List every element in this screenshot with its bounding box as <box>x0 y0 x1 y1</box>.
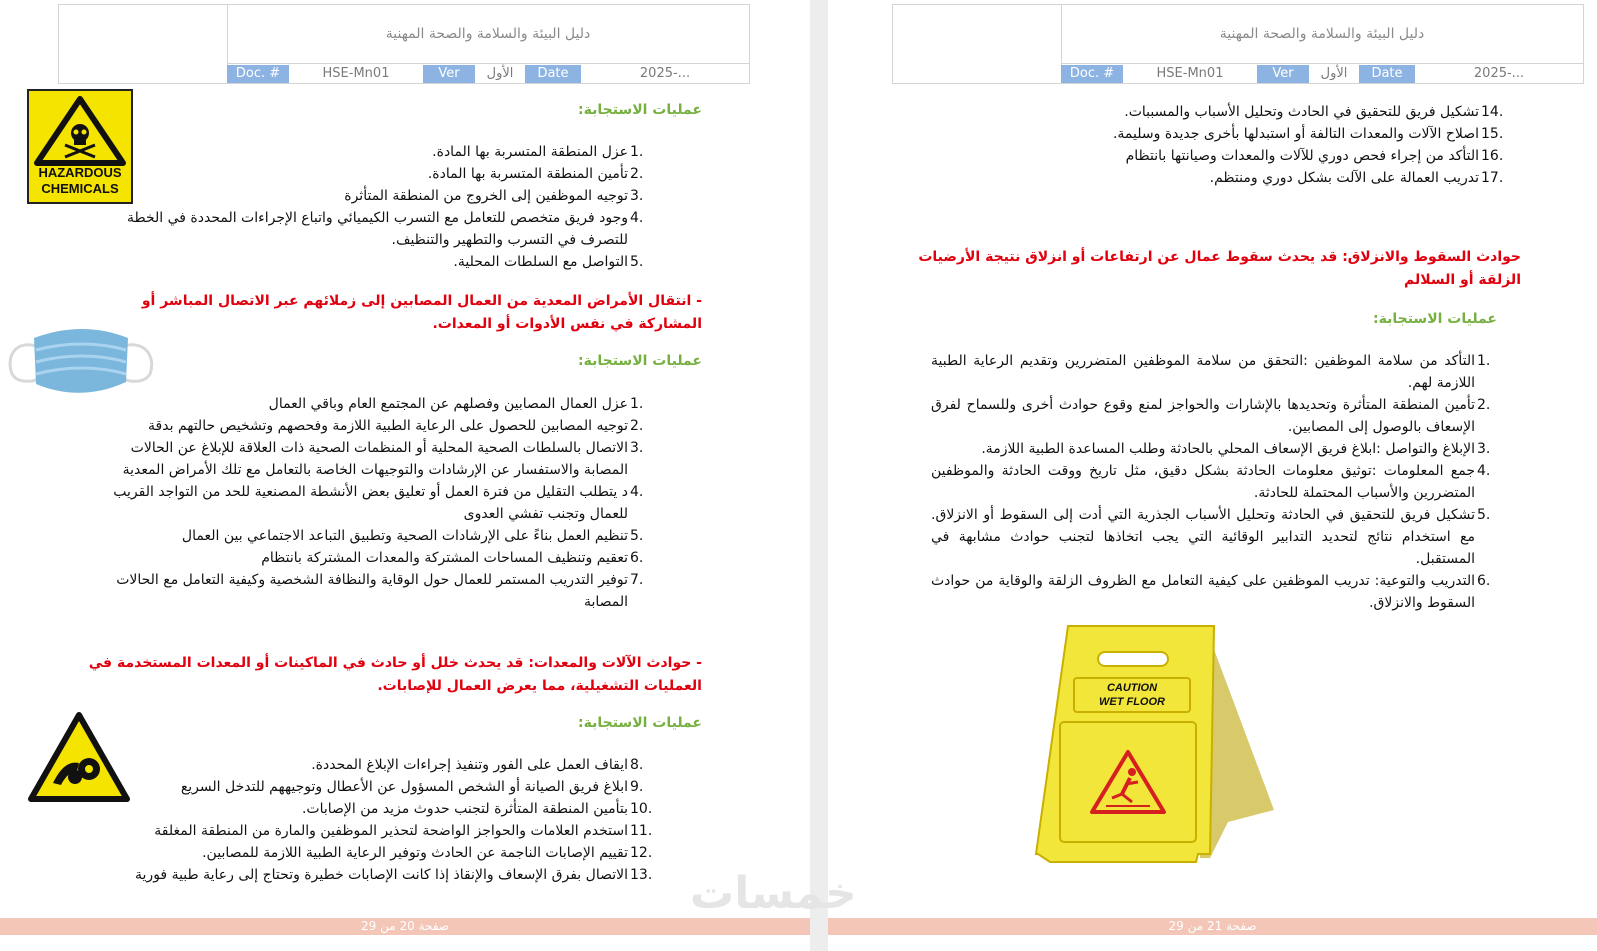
list-item: 5. تشكيل فريق للتحقيق في الحادثة وتحليل الأسباب الجذرية التي أدت إلى السقوط أو الانزلاق. مع استخدام نتائج لتحديد التدابير الوقائية التي يجب اتخاذها لتجنب حوادث مشابهة في المستقبل. <box>931 507 1491 567</box>
list-item: 12. تقييم الإصابات الناجمة عن الحادث وتوفير الرعاية الطبية اللازمة للمصابين. <box>202 845 653 861</box>
doc-label: Doc. # <box>227 65 289 83</box>
list-item: 2. تأمين المنطقة المتأثرة وتحديدها بالإشارات والحواجز لمنع وقوع حوادث أخرى وللسماح لفرق الإسعاف بالوصول إلى المصابين. <box>931 397 1491 435</box>
list-item: 3. الاتصال بالسلطات الصحية المحلية أو المنظمات الصحية ذات العلاقة للإبلاغ عن الحالات المصابة والاستفسار عن الإرشادات والتوجيهات الخاصة بالتعامل مع تلك الأمراض المعدية <box>122 440 644 478</box>
hazard-heading-machinery: - حوادث الآلات والمعدات: قد يحدث خلل أو حادث في الماكينات أو المعدات المستخدمة في العمليات التشغيلية، مما يعرض العمال للإصابات. <box>88 655 702 694</box>
list-item: 5. تنظيم العمل بناءً على الإرشادات الصحية وتطبيق التباعد الاجتماعي بين العمال <box>181 528 644 544</box>
logo-cell <box>59 5 228 83</box>
date-label: Date <box>525 65 581 83</box>
date-label: Date <box>1359 65 1415 83</box>
ver-label: Ver <box>423 65 475 83</box>
list-item: 2. توجيه المصابين للحصول على الرعاية الطبية اللازمة وفحصهم وتشخيص حالتهم بدقة <box>148 418 644 434</box>
response-title-2: عمليات الاستجابة: <box>578 353 702 369</box>
page-21 <box>828 0 1597 951</box>
list-item: 1. التأكد من سلامة الموظفين :التحقق من سلامة الموظفين المتضررين وتقديم الرعاية الطبية اللازمة لهم. <box>931 353 1491 391</box>
hazard-heading-falls: حوادث السقوط والانزلاق: قد يحدث سقوط عمال عن ارتفاعات أو انزلاق نتيجة الأرضيات الزلقة أو السلالم <box>918 249 1521 288</box>
page-header <box>892 4 1584 84</box>
page-gutter <box>810 0 828 951</box>
list-item: 4. د يتطلب التقليل من فترة العمل أو تعليق بعض الأنشطة المصنعية للحد من التواجد القريب للعمال وتجنب تفشي العدوى <box>113 484 644 522</box>
doc-value: HSE-Mn01 <box>1156 66 1224 81</box>
response-title-3: عمليات الاستجابة: <box>578 715 702 731</box>
list-item: 4. وجود فريق متخصص للتعامل مع التسرب الكيميائي واتباع الإجراءات المحددة في الخطة للتصرف في التسرب والتطهير والتنظيف. <box>126 210 644 248</box>
list-item: 14. تشكيل فريق للتحقيق في الحادث وتحليل الأسباب والمسببات. <box>1124 104 1504 120</box>
list-item: 4. جمع المعلومات :توثيق معلومات الحادثة بشكل دقيق، مثل تاريخ ووقت الحادثة والموظفين المتضررين والأسباب المحتملة للحادثة. <box>931 463 1491 501</box>
continued-response-list <box>925 101 1505 189</box>
falls-response-list <box>931 350 1501 614</box>
list-item: 7. توفير التدريب المستمر للعمال حول الوقاية والنظافة الشخصية وكيفية التعامل مع الحالات المصابة <box>116 572 644 610</box>
list-item: 3. الإبلاغ والتواصل :ابلاغ فريق الإسعاف المحلي بالحادثة وطلب المساعدة الطبية اللازمة. <box>981 441 1491 457</box>
date-value: 2025-... <box>1473 66 1525 81</box>
response-list-3 <box>94 754 654 886</box>
ver-value: الأول <box>486 66 514 81</box>
watermark: خمسات <box>690 868 857 919</box>
list-item: 9. ابلاغ فريق الصيانة أو الشخص المسؤول عن الأعطال وتوجيههم للتدخل السريع <box>180 779 644 795</box>
ver-label: Ver <box>1257 65 1309 83</box>
doc-value: HSE-Mn01 <box>322 66 390 81</box>
wet-floor-sign <box>1028 622 1278 870</box>
response-list-1 <box>88 141 654 273</box>
sign-wet-floor-text: WET FLOOR <box>1099 696 1165 708</box>
response-title: عمليات الاستجابة: <box>1373 311 1497 327</box>
sign-caution-text: CAUTION <box>1106 682 1158 694</box>
page-footer: صفحة 21 من 29 <box>828 918 1597 935</box>
wet-floor-sign-graphic <box>1028 622 1278 870</box>
face-mask-icon <box>6 318 156 398</box>
doc-label: Doc. # <box>1061 65 1123 83</box>
response-list-2 <box>104 393 654 613</box>
ver-value: الأول <box>1320 66 1348 81</box>
list-item: 10. بتأمين المنطقة المتأثرة لتجنب حدوث مزيد من الإصابات. <box>301 801 653 817</box>
list-item: 6. التدريب والتوعية: تدريب الموظفين على كيفية التعامل مع الظروف الزلقة والوقاية من حوادث السقوط والانزلاق. <box>931 573 1491 611</box>
list-item: 5. التواصل مع السلطات المحلية. <box>453 254 644 270</box>
list-item: 6. تعقيم وتنظيف المساحات المشتركة والمعدات المشتركة بانتظام <box>261 550 644 566</box>
list-item: 2. تأمين المنطقة المتسربة بها المادة. <box>427 166 644 182</box>
list-item: 11. استخدم العلامات والحواجز الواضحة لتحذير الموظفين والمارة من المنطقة المغلقة <box>154 823 653 839</box>
hazard-sign-text: HAZARDOUS CHEMICALS <box>38 165 122 196</box>
page-footer: صفحة 20 من 29 <box>0 918 810 935</box>
list-item: 8. ايقاف العمل على الفور وتنفيذ إجراءات الإبلاغ المحددة. <box>311 757 644 773</box>
date-value: 2025-... <box>639 66 691 81</box>
list-item: 17. تدريب العمالة على الآلت بشكل دوري ومنتظم. <box>1209 170 1504 186</box>
list-item: 1. عزل العمال المصابين وفصلهم عن المجتمع العام وباقي العمال <box>268 396 644 412</box>
list-item: 1. عزل المنطقة المتسربة بها المادة. <box>432 144 644 160</box>
header-meta-row <box>1061 63 1583 83</box>
header-title: دليل البيئة والسلامة والصحة المهنية <box>1061 5 1583 64</box>
hazard-heading-infectious: - انتقال الأمراض المعدية من العمال المصابين إلى زملائهم عبر الاتصال المباشر أو المشاركة في نفس الأدوات أو المعدات. <box>141 293 702 332</box>
list-item: 3. توجيه الموظفين إلى الخروج من المنطقة المتأثرة <box>344 188 644 204</box>
header-title: دليل البيئة والسلامة والصحة المهنية <box>227 5 749 64</box>
list-item: 15. اصلاح الآلات والمعدات التالفة أو استبدلها بأخرى جديدة وسليمة. <box>1112 126 1504 142</box>
page-header <box>58 4 750 84</box>
list-item: 16. التأكد من إجراء فحص دوري للآلات والمعدات وصيانتها بانتظام <box>1125 148 1504 164</box>
header-meta-row <box>227 63 749 83</box>
logo-cell <box>893 5 1062 83</box>
response-title-1: عمليات الاستجابة: <box>578 102 702 118</box>
list-item: 13. الاتصال بفرق الإسعاف والإنقاذ إذا كانت الإصابات خطيرة وتحتاج إلى رعاية طبية فورية <box>135 867 653 883</box>
